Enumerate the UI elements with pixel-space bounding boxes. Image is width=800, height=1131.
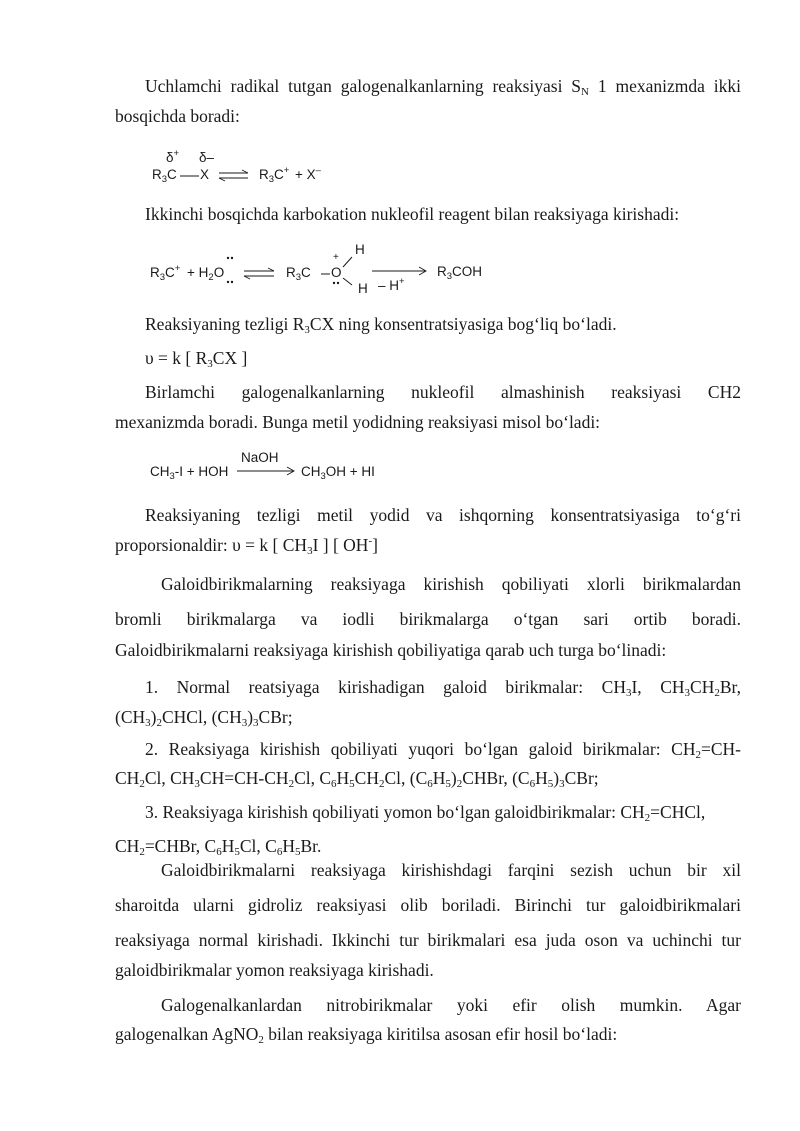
- paragraph-second-step: Ikkinchi bosqichda karbokation nukleofil reagent bilan reaksiyaga kirishadi:: [145, 204, 680, 224]
- oxonium-o: O: [331, 265, 342, 280]
- delta-minus: δ–: [199, 150, 215, 165]
- x-reactant: X: [200, 167, 210, 182]
- methanol-products: $CH_3OH$ + HI: [301, 464, 375, 482]
- list-item-3-cont: $CH_2=CHBr$, $C_6H_5Cl$, $C_6H_5Br$.: [115, 836, 322, 858]
- naoh-catalyst: NaOH: [241, 450, 279, 465]
- paragraph-sn1-intro: Uchlamchi radikal tutgan galogenalkanlarning reaksiyasi $S_N$ 1 mexanizmda ikki: [145, 76, 741, 98]
- delta-plus: δ+: [166, 148, 180, 165]
- equation-hydration: [150, 240, 510, 300]
- r3c-cation: $R_3C^+$: [259, 165, 290, 185]
- minus-proton: – H+: [378, 276, 405, 293]
- h-bottom: H: [358, 281, 368, 296]
- equation-3-arrow: [150, 450, 430, 484]
- paragraph-reactivity-order-2: bromli birikmalarga va iodli birikmalarga o‘tgan sari ortib boradi.: [115, 609, 741, 629]
- paragraph-nitro-ether: Galogenalkanlardan nitrobirikmalar yoki efir olish mumkin. Agar: [161, 995, 741, 1015]
- list-item-3: 3. Reaksiyaga kirishish qobiliyati yomon bo‘lgan galoidbirikmalar: $CH_2=CHCl$,: [145, 802, 706, 824]
- paragraph-hydrolysis-3: reaksiyaga normal kirishadi. Ikkinchi tur birikmalari esa juda oson va uchinchi tur: [115, 930, 741, 950]
- paragraph-rate-dependence: Reaksiyaning tezligi $R_3CX$ ning konsentratsiyasiga bog‘liq bo‘ladi.: [145, 314, 617, 336]
- list-item-1: 1. Normal reatsiyaga kirishadigan galoid birikmalar: $CH_3I$, $CH_3CH_2Br$,: [145, 677, 742, 699]
- paragraph-sn2-intro-cont: mexanizmda boradi. Bunga metil yodidning reaksiyasi misol bo‘ladi:: [115, 412, 601, 432]
- paragraph-reactivity-order-3: Galoidbirikmalarni reaksiyaga kirishish qobiliyatiga qarab uch turga bo‘linadi:: [115, 640, 667, 660]
- paragraph-sn1-intro-cont: bosqichda boradi:: [115, 106, 240, 126]
- methyl-iodide-reactants: $CH_3-I$ + HOH: [150, 464, 229, 482]
- paragraph-nitro-ether-2: galogenalkan AgNO$_2$ bilan reaksiyaga kiritilsa asosan efir hosil bo‘ladi:: [115, 1024, 618, 1046]
- r3c-cation-2: $R_3C^+$: [150, 263, 181, 283]
- paragraph-hydrolysis: Galoidbirikmalarni reaksiyaga kirishishdagi farqini sezish uchun bir xil: [161, 860, 741, 880]
- h-top: H: [355, 242, 365, 257]
- r3c-reactant: $R_3C$: [152, 167, 177, 185]
- paragraph-hydrolysis-4: galoidbirikmalar yomon reaksiyaga kirishadi.: [115, 960, 434, 980]
- r3coh-product: $R_3COH$: [437, 264, 483, 282]
- r3c-oxonium: $R_3C$: [286, 265, 311, 283]
- paragraph-hydrolysis-2: sharoitda ularni gidroliz reaksiyasi olib boriladi. Birinchi tur galoidbirikmalari: [115, 895, 741, 915]
- x-anion: + X–: [295, 165, 321, 182]
- paragraph-sn2-rate: Reaksiyaning tezligi metil yodid va ishqorning konsentratsiyasiga to‘g‘ri: [145, 505, 741, 525]
- equation-ionization: [150, 150, 350, 190]
- oxonium-charge: +: [333, 252, 339, 263]
- equation-methyl-iodide: [150, 450, 430, 484]
- list-item-1-cont: $(CH_3)_2CHCl$, $(CH_3)_3CBr$;: [115, 707, 293, 729]
- rate-law-sn1: υ = k [ $R_3CX$ ]: [145, 348, 248, 370]
- list-item-2-cont: $CH_2Cl$, $CH_3CH=CH-CH_2Cl$, $C_6H_5CH_2Cl$, $(C_6H_5)_2CHBr$, $(C_6H_5)_3CBr$;: [115, 768, 599, 790]
- paragraph-sn2-intro: Birlamchi galogenalkanlarning nukleofil almashinish reaksiyasi CH2: [145, 382, 741, 402]
- water: + $H_2O$: [187, 265, 225, 283]
- paragraph-reactivity-order: Galoidbirikmalarning reaksiyaga kirishish qobiliyati xlorli birikmalardan: [161, 574, 741, 594]
- list-item-2: 2. Reaksiyaga kirishish qobiliyati yuqori bo‘lgan galoid birikmalar: $CH_2=CH-$: [145, 739, 741, 761]
- rate-law-sn2: proporsionaldir: υ = k [ $CH_3I$ ] [ OH-]: [115, 535, 378, 557]
